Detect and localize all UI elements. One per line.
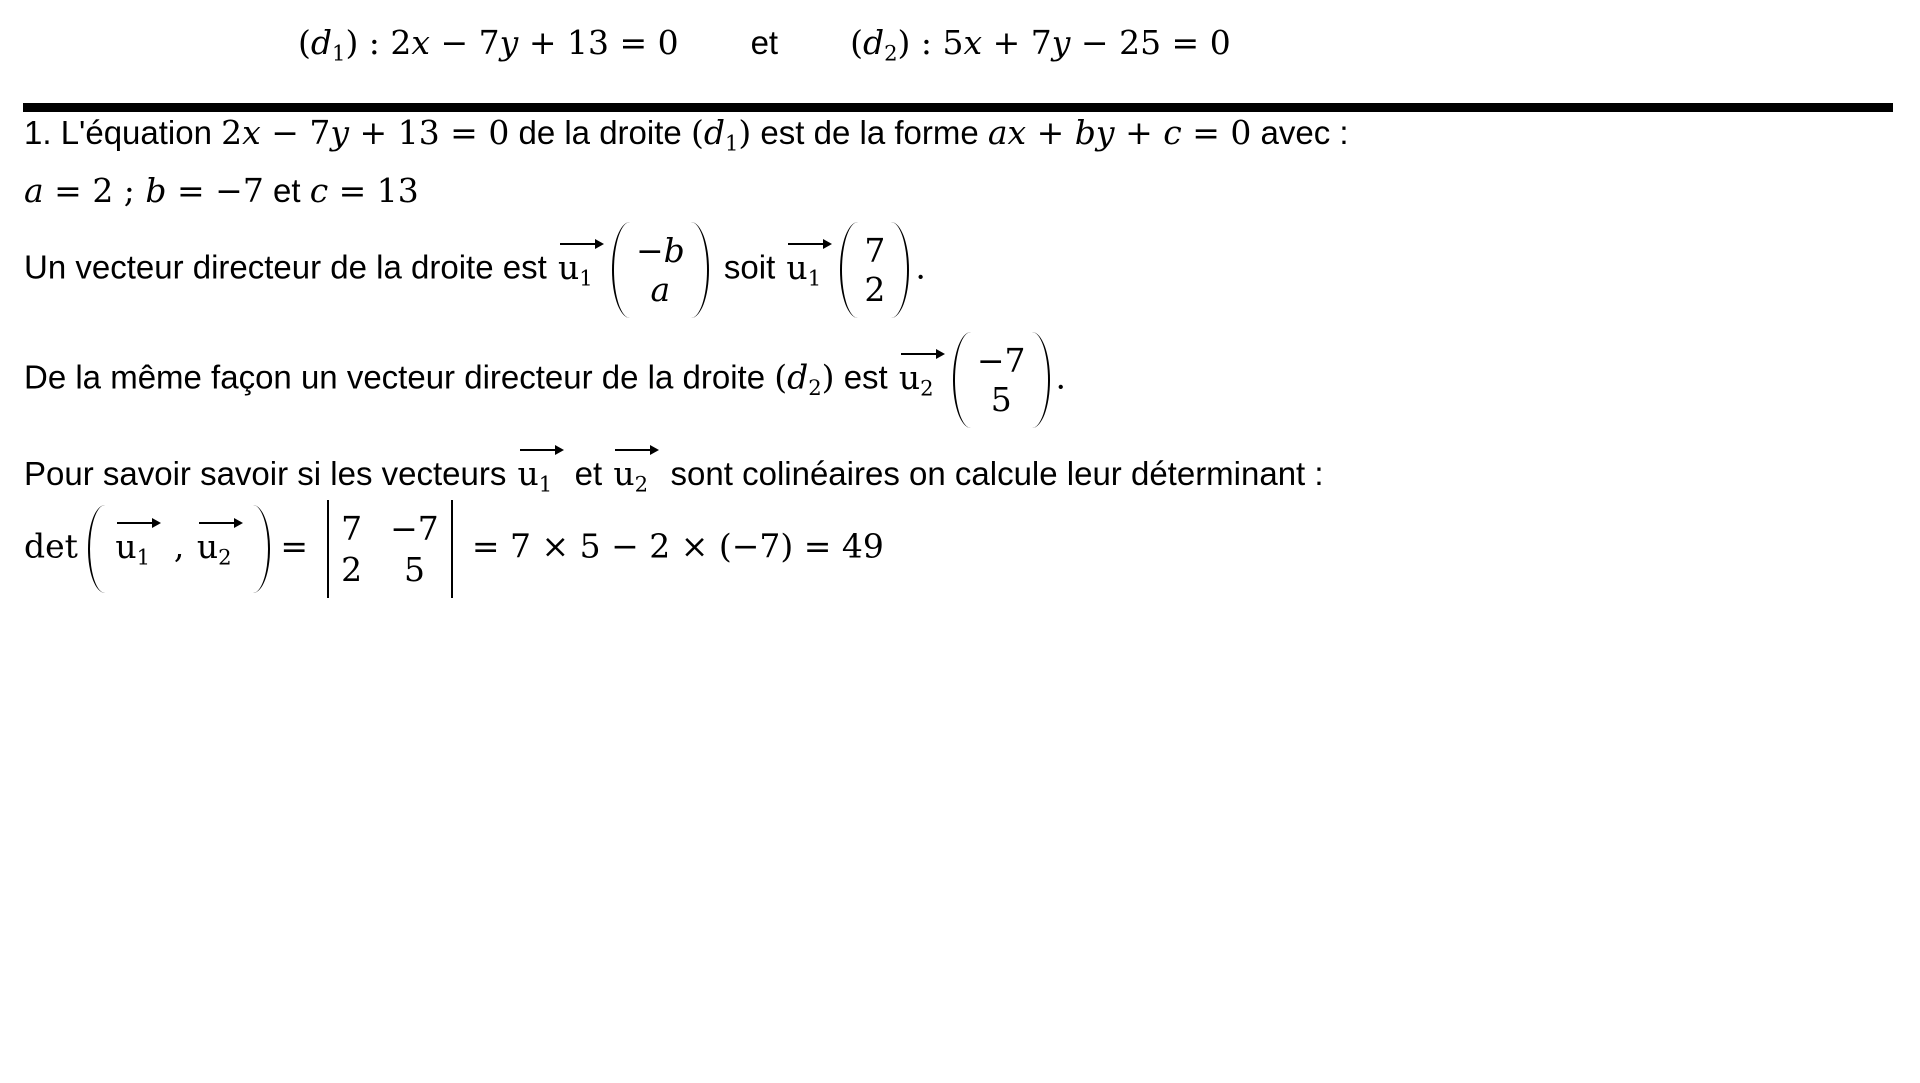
vector-subscript: 2	[634, 471, 649, 497]
vector-base	[557, 247, 604, 291]
math-token: d	[310, 23, 332, 62]
text-token: soit	[714, 248, 785, 286]
paragraph-direction-vector-d1	[24, 222, 926, 318]
math-token: d	[787, 357, 809, 397]
determinant-matrix	[327, 500, 454, 598]
vector-notation	[557, 238, 604, 291]
vector-arrow-icon	[899, 348, 945, 360]
vector-notation	[613, 444, 659, 497]
math-token: −	[635, 231, 664, 270]
vector-subscript: 1	[807, 265, 822, 291]
paragraph-equation-form	[24, 112, 1349, 157]
math-token: y	[499, 23, 519, 62]
vector-base	[517, 454, 564, 497]
column-top	[976, 341, 1026, 380]
paragraph-direction-vector-d2	[24, 332, 1066, 428]
vector-subscript: 2	[920, 375, 934, 401]
text-token: Pour savoir savoir si les vecteurs	[24, 455, 516, 492]
vector-notation	[196, 517, 243, 570]
vector-arrow-icon	[197, 517, 243, 529]
determinant-cell: 5	[403, 550, 425, 589]
vector-notation	[786, 238, 832, 291]
math-token: a	[650, 270, 671, 309]
determinant-cells	[329, 508, 451, 590]
math-token: (	[774, 357, 788, 397]
subscript-token: 1	[724, 130, 739, 156]
math-token: a	[24, 171, 44, 210]
vector-notation	[517, 444, 564, 497]
math-token: = 13	[328, 171, 419, 210]
vector-arrow-icon	[613, 444, 659, 456]
text-token: est de la forme	[751, 114, 988, 151]
text-token: 1. L'équation	[24, 114, 222, 151]
math-token: x	[963, 23, 983, 62]
vector-subscript: 1	[136, 544, 151, 570]
math-token: )	[821, 357, 835, 397]
math-token: y	[330, 113, 350, 152]
text-token: sont colinéaires on calcule leur déterminant :	[661, 455, 1324, 492]
math-token: by	[1074, 113, 1115, 152]
math-token: (	[850, 23, 863, 62]
math-token: ,	[163, 526, 195, 566]
column-vector	[840, 222, 909, 318]
vector-arrow-icon	[558, 238, 604, 250]
math-token: +	[1114, 113, 1164, 152]
text-token: avec :	[1251, 114, 1349, 151]
text-token: de la droite	[509, 114, 691, 151]
math-token: )	[738, 113, 752, 152]
big-right-paren	[253, 505, 270, 593]
vector-letter: u	[557, 247, 580, 287]
vector-letter: u	[115, 526, 137, 566]
math-token: c	[309, 171, 329, 210]
vector-subscript: 1	[579, 265, 593, 291]
math-token: + 13 = 0	[349, 113, 510, 152]
column-vector	[953, 332, 1050, 428]
vector-notation	[898, 348, 945, 401]
right-paren	[691, 222, 709, 318]
math-token: .	[915, 247, 926, 287]
math-token: c	[1163, 113, 1182, 152]
left-paren	[612, 222, 630, 318]
math-token: x	[242, 113, 261, 152]
column-bottom	[864, 270, 886, 309]
math-token: +	[1026, 113, 1075, 152]
column-values	[971, 341, 1032, 419]
header-line-equations	[298, 22, 1231, 67]
vector-arrow-icon	[518, 444, 564, 456]
vector-base	[898, 357, 945, 401]
column-values	[858, 231, 891, 309]
math-token: ) : 5	[897, 23, 964, 62]
text-token: et	[263, 172, 310, 209]
math-token: − 7	[430, 23, 500, 62]
right-paren	[1032, 332, 1050, 428]
math-token: .	[1055, 357, 1067, 397]
vector-subscript: 1	[538, 471, 553, 497]
text-token: et	[565, 455, 612, 492]
math-token: b	[663, 231, 685, 270]
vector-base	[115, 526, 161, 570]
math-token: −7	[976, 341, 1026, 380]
big-left-paren	[88, 505, 105, 593]
vector-base	[613, 454, 659, 497]
vector-letter: u	[898, 357, 921, 397]
vector-base	[786, 247, 832, 291]
math-token: 5	[990, 380, 1012, 419]
vector-notation	[115, 517, 161, 570]
math-token: d	[703, 113, 725, 152]
math-token: − 7	[260, 113, 331, 152]
math-token: y	[1051, 23, 1071, 62]
math-token: = 2 ;	[43, 171, 146, 210]
column-top	[635, 231, 685, 270]
determinant-cell: 2	[341, 550, 363, 589]
math-token: =	[269, 526, 319, 566]
right-paren	[891, 222, 909, 318]
vector-subscript: 2	[218, 544, 232, 570]
vector-arrow-icon	[786, 238, 832, 250]
determinant-cell: 7	[341, 509, 363, 548]
column-vector	[612, 222, 709, 318]
text-token: est	[834, 358, 897, 396]
subscript-token: 2	[884, 40, 898, 66]
vector-letter: u	[786, 247, 808, 287]
vector-letter: u	[517, 454, 539, 493]
left-paren	[840, 222, 858, 318]
math-token: + 13 = 0	[518, 23, 679, 62]
math-token: x	[411, 23, 431, 62]
horizontal-rule	[23, 103, 1893, 112]
column-top	[864, 231, 886, 270]
text-token: De la même façon un vecteur directeur de la droite	[24, 358, 775, 396]
math-token: = 7 × 5 − 2 × (−7) = 49	[461, 526, 884, 566]
column-bottom	[990, 380, 1012, 419]
math-token: 2	[221, 113, 243, 152]
math-token: (	[298, 23, 311, 62]
vector-letter: u	[613, 454, 635, 493]
determinant-cell: −7	[390, 509, 439, 548]
vector-arrow-icon	[115, 517, 161, 529]
left-paren	[953, 332, 971, 428]
math-token: d	[862, 23, 885, 62]
vector-base	[196, 526, 243, 570]
math-token: ) : 2	[345, 23, 412, 62]
text-token: Un vecteur directeur de la droite est	[24, 248, 556, 286]
math-token: − 25 = 0	[1070, 23, 1231, 62]
column-bottom	[650, 270, 671, 309]
paragraph-determinant-computation	[24, 500, 884, 598]
math-token: 7	[864, 231, 886, 270]
subscript-token: 2	[808, 375, 822, 401]
math-token: det	[24, 526, 89, 566]
math-token: ax	[987, 113, 1027, 152]
column-values	[630, 231, 691, 309]
determinant-right-bar	[451, 500, 454, 598]
math-token: + 7	[982, 23, 1052, 62]
math-token: = −7	[166, 171, 264, 210]
vector-letter: u	[196, 526, 219, 566]
math-token: 2	[864, 270, 886, 309]
text-token: et	[750, 24, 779, 61]
paragraph-coefficients	[24, 170, 419, 213]
math-token: b	[145, 171, 167, 210]
math-token: = 0	[1181, 113, 1252, 152]
paragraph-collinearity-question	[24, 444, 1324, 496]
subscript-token: 1	[332, 40, 346, 66]
math-token: (	[690, 113, 704, 152]
